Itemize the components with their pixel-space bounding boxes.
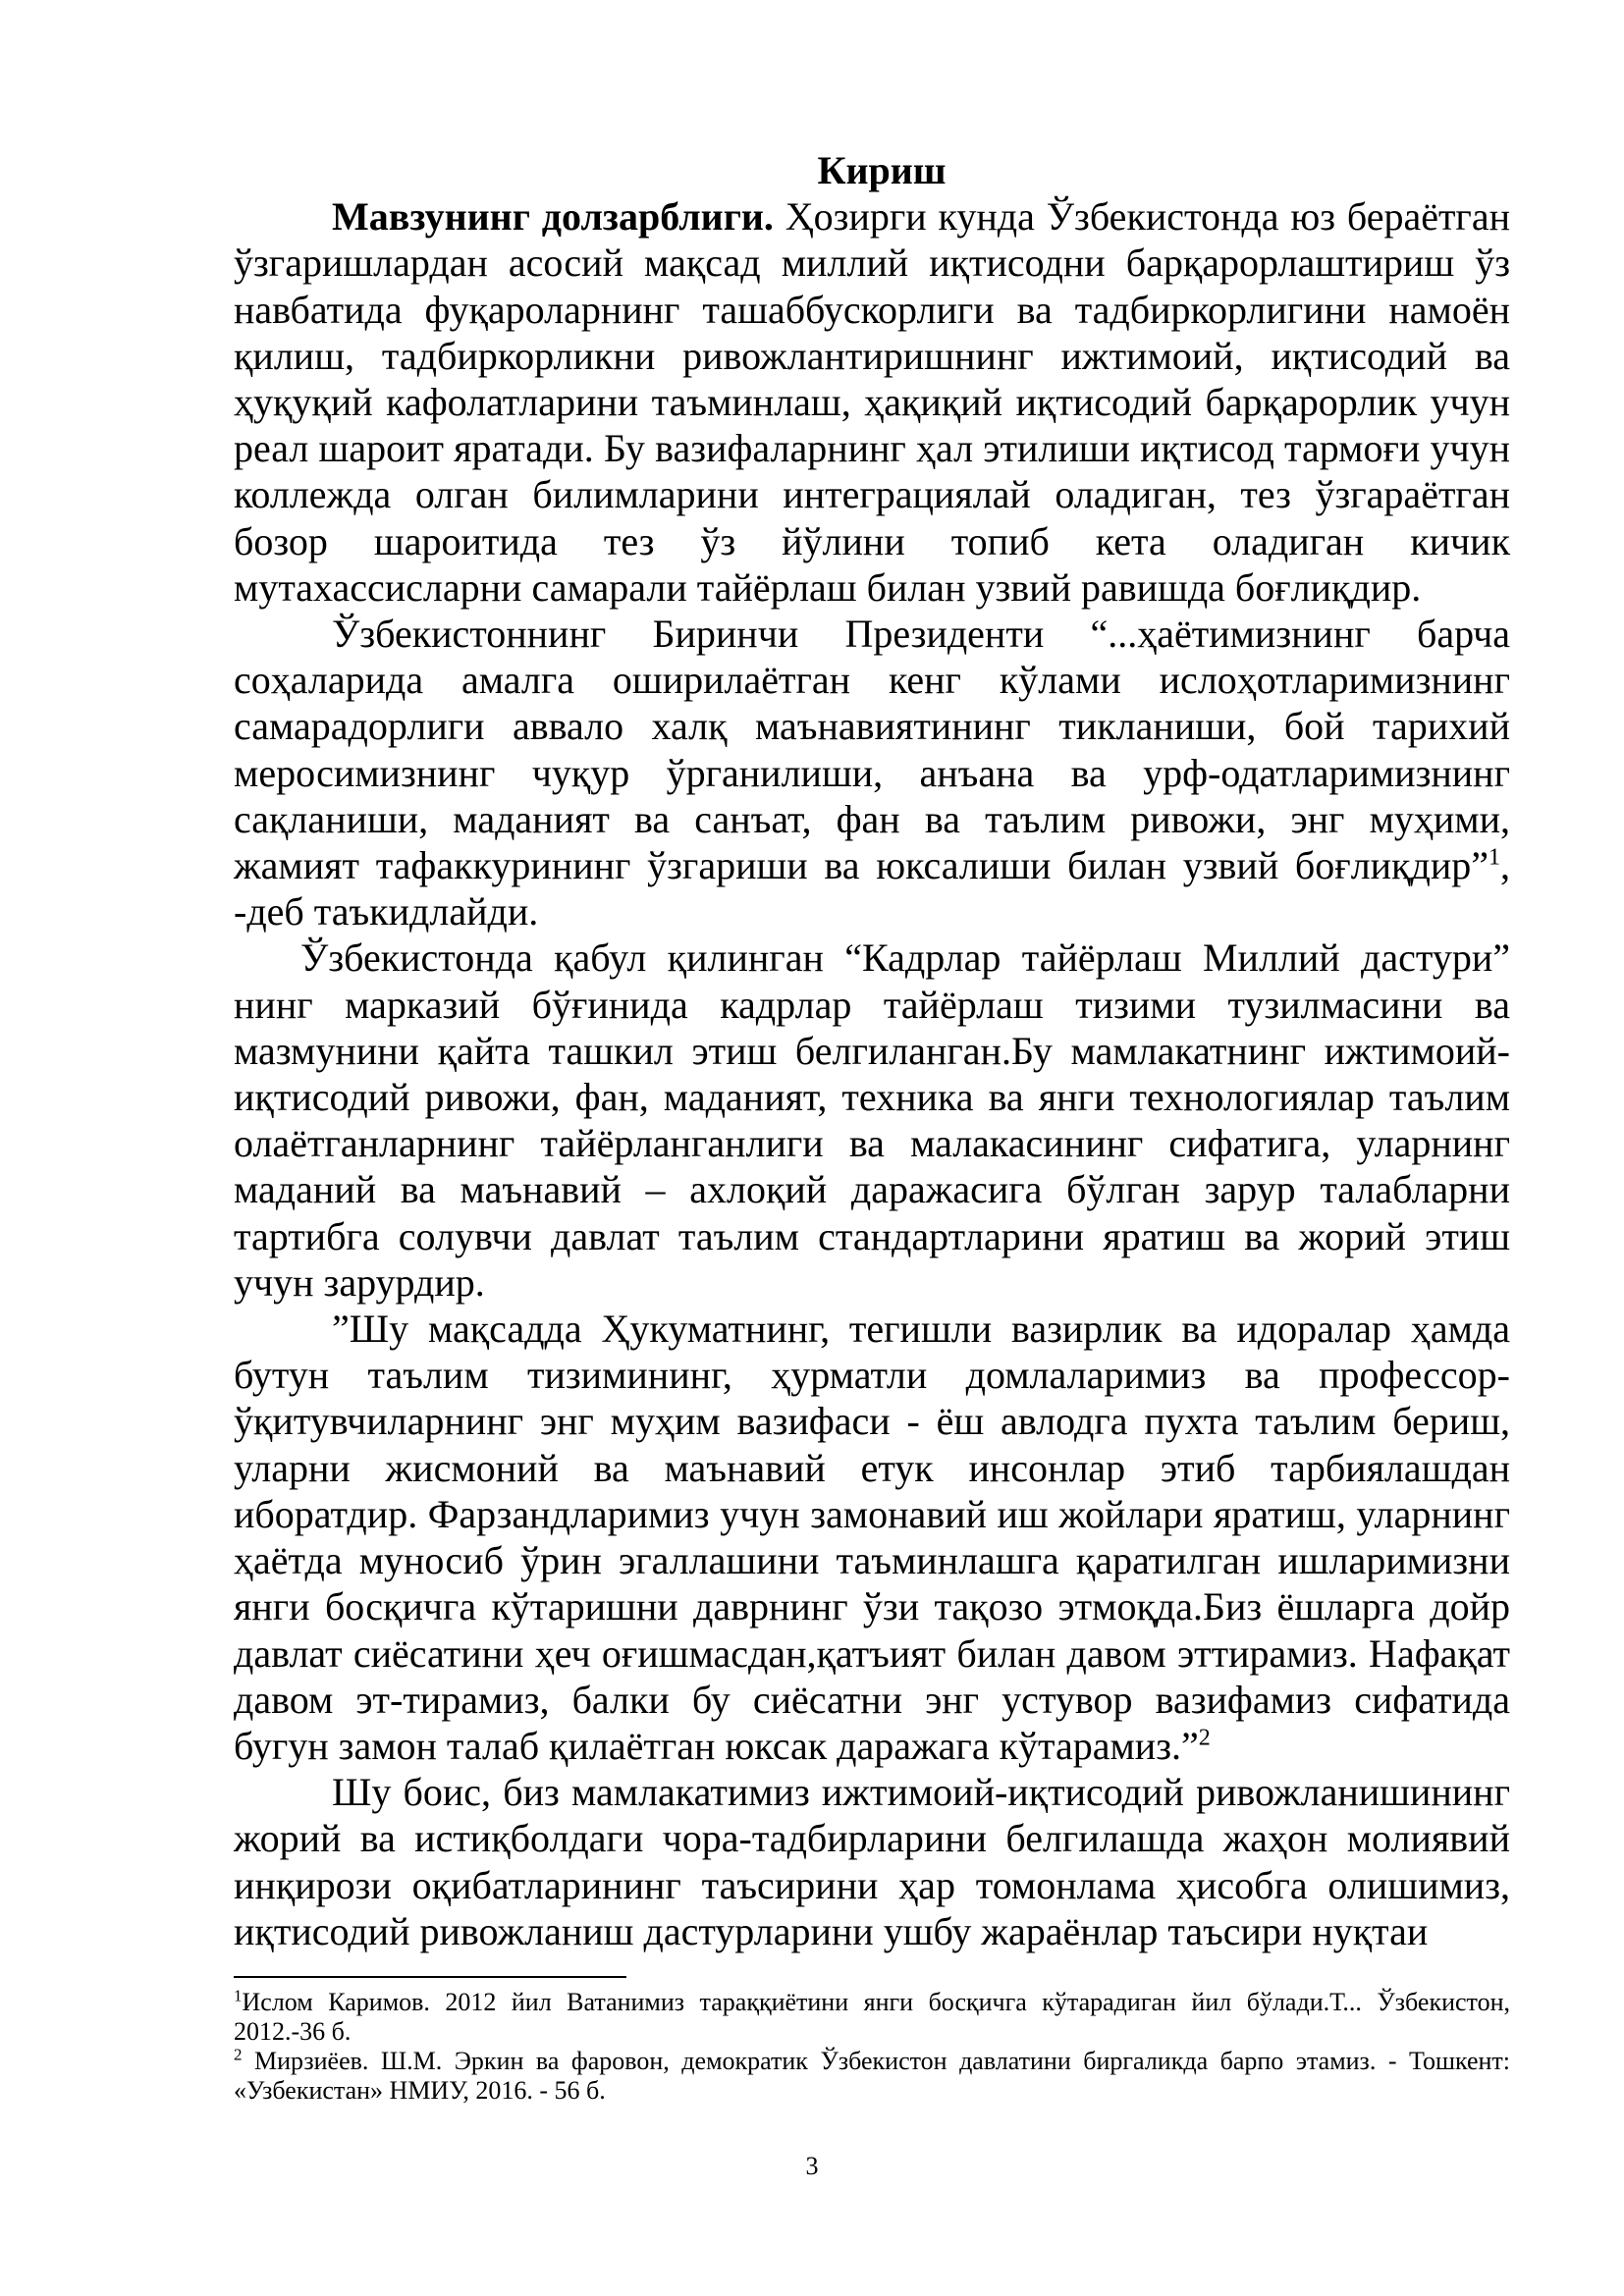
footnotes — [234, 1988, 1510, 2106]
paragraph-text: Ҳозирги кунда Ўзбекистонда юз бераётган ўзгаришлардан асосий мақсад миллий иқтисодни барқарорлаштириш ўз навбатида фуқароларнинг ташаббускорлиги ва тадбиркорлигини намоён қилиш, тадбиркорликни ривожлантиришнинг ижтимоий, иқтисодий ва ҳуқуқий кафолатларини таъминлаш, ҳақиқий иқтисодий барқарорлик учун реал шароит яратади. Бу вазифаларнинг ҳал этилиши иқтисод тармоғи учун коллежда олган билимларини интеграциялай оладиган, тез ўзгараётган бозор шароитида тез ўз йўлини топиб кета оладиган кичик мутахассисларни самарали тайёрлаш билан узвий равишда боғлиқдир. — [234, 194, 1510, 610]
footnote-text: Ислом Каримов. 2012 йил Ватанимиз тараққиётини янги босқичга кўтарадиган йил бўлади.Т... Ўзбекистон, 2012.-36 б. — [234, 1988, 1510, 2046]
paragraph-text: Ўзбекистонда қабул қилинган “Кадрлар тайёрлаш Миллий дастури” нинг марказий бўғинида кадрлар тайёрлаш тизими тузилмасини ва мазмунини қайта ташкил этиш белгиланган.Бу мамлакатнинг ижтимоий-иқтисодий ривожи, фан, маданият, техника ва янги технологиялар таълим олаётганларнинг тайёрланганлиги ва малакасининг сифатига, уларнинг маданий ва маънавий – ахлоқий даражасига бўлган зарур талабларни тартибга солувчи давлат таълим стандартларини яратиш ва жорий этиш учун зарурдир. — [234, 935, 1510, 1305]
footnote-item — [234, 1988, 1510, 2047]
paragraph-national-program — [234, 934, 1510, 1306]
paragraph-lead: Мавзунинг долзарблиги. — [332, 194, 774, 240]
paragraph-president-quote — [234, 611, 1510, 934]
footnote-item — [234, 2047, 1510, 2106]
footnote-marker: 2 — [234, 2045, 243, 2064]
paragraph-tail: , -деб таъкидлайди. — [234, 843, 1510, 934]
paragraph-text: ”Шу мақсадда Ҳукуматнинг, тегишли вазирлик ва идоралар ҳамда бутун таълим тизимининг, ҳурматли домлаларимиз ва профессор-ўқитувчиларнинг энг муҳим вазифаси - ёш авлодга пухта таълим бериш, уларни жисмоний ва маънавий етук инсонлар этиб тарбиялашдан иборатдир. Фарзандларимиз учун замонавий иш жойлари яратиш, уларнинг ҳаётда муносиб ўрин эгаллашини таъминлашга қаратилган ишларимизни янги босқичга кўтаришни даврнинг ўзи тақозо этмоқда.Биз ёшларга дойр давлат сиёсатини ҳеч оғишмасдан,қатъият билан давом эттирамиз. Нафақат давом эт-тирамиз, балки бу сиёсатни энг устувор вазифамиз сифатида бугун замон талаб қилаётган юксак даражага кўтарамиз.” — [234, 1307, 1510, 1768]
page-number: 3 — [805, 2152, 819, 2180]
page-title: Кириш — [817, 148, 947, 192]
paragraph-economic-development — [234, 1769, 1510, 1954]
footnote-text: Мирзиёев. Ш.М. Эркин ва фаровон, демократик Ўзбекистон давлатини биргаликда барпо этамиз. - Тошкент: «Узбекистан» НМИУ, 2016. - 56 б. — [234, 2047, 1510, 2105]
paragraph-government-quote — [234, 1306, 1510, 1769]
body-text — [234, 147, 1510, 1954]
footnote-separator — [234, 1976, 626, 1978]
paragraph-text: Шу боис, биз мамлакатимиз ижтимоий-иқтисодий ривожланишининг жорий ва истиқболдаги чора-тадбирларини белгилашда жаҳон молиявий инқирози оқибатларининг таъсирини ҳар томонлама ҳисобга олишимиз, иқтисодий ривожланиш дастурларини ушбу жараёнлар таъсири нуқтаи — [234, 1770, 1510, 1953]
footnote-reference: 1 — [1489, 844, 1500, 871]
paragraph-text: Ўзбекистоннинг Биринчи Президенти “...ҳаётимизнинг барча соҳаларида амалга оширилаётган кенг кўлами ислоҳотларимизнинг самарадорлиги аввало халқ маънавиятининг тикланиши, бой тарихий меросимизнинг чуқур ўрганилиши, анъана ва урф-одатларимизнинг сақланиши, маданият ва санъат, фан ва таълим ривожи, энг муҳими, жамият тафаккурининг ўзгариши ва юксалиши билан узвий боғлиқдир” — [234, 612, 1510, 888]
footnote-reference: 2 — [1198, 1725, 1211, 1751]
paragraph-relevance — [234, 193, 1510, 611]
footnote-marker: 1 — [234, 1986, 243, 2005]
